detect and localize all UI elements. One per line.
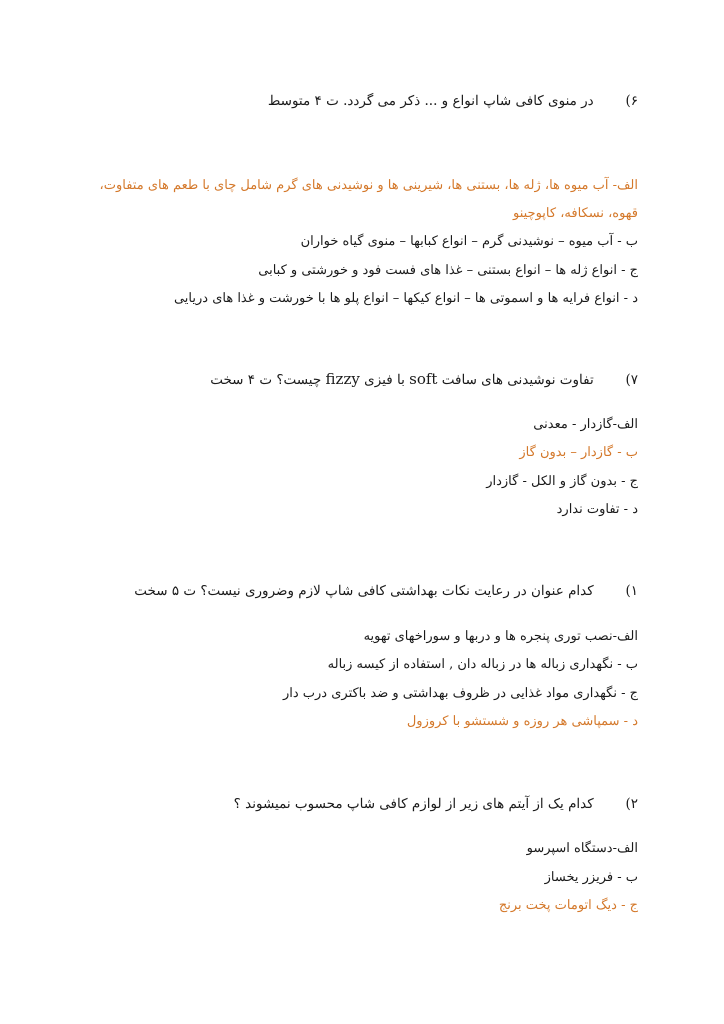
question-text: کدام عنوان در رعایت نکات بهداشتی کافی شاپ لازم وضروری نیست؟ ت ۵ سخت	[134, 583, 594, 599]
option-alef: الف-دستگاه اسپرسو	[526, 841, 638, 856]
option-be: ب - آب میوه – نوشیدنی گرم – انواع کبابها – منوی گیاه خواران	[300, 234, 638, 249]
option-alef: الف-نصب توری پنجره ها و دربها و سوراخهای تهویه	[363, 629, 638, 644]
question-text-part3: چیست؟ ت ۴ سخت	[210, 372, 322, 388]
question-number: ۲)	[625, 796, 638, 812]
option-dal: د - سمپاشی هر روزه و شستشو با کروزول	[406, 714, 638, 729]
question-text: در منوی کافی شاپ انواع و ... ذکر می گردد. ت ۴ متوسط	[267, 93, 594, 109]
option-dal: د - تفاوت ندارد	[556, 502, 638, 517]
option-jim: ج - انواع ژله ها – انواع بستنی – غذا های فست فود و خورشتی و کبابی	[258, 263, 638, 278]
option-dal: د - انواع فرایه ها و اسموتی ها – انواع کیکها – انواع پلو ها با خورشت و غذا های دریایی	[173, 291, 638, 306]
question-text: کدام یک از آیتم های زیر از لوازم کافی شاپ محسوب نمیشوند ؟	[233, 796, 594, 812]
option-alef: الف-گازدار - معدنی	[533, 417, 638, 432]
option-be: ب - فریزر یخساز	[544, 870, 638, 885]
question-number: ۶)	[625, 93, 638, 109]
option-jim: ج - دیگ اتومات پخت برنج	[498, 898, 638, 913]
question-text-part1: تفاوت نوشیدنی های سافت	[441, 372, 594, 388]
question-term-fizzy: fizzy	[325, 370, 360, 388]
question-term-soft: soft	[409, 370, 438, 388]
question-7	[210, 370, 638, 389]
option-alef: الف- آب میوه ها، ژله ها، بستنی ها، شیرینی ها و نوشیدنی های گرم شامل چای با طعم های متفاوت، قهوه، نسکافه، کاپوچینو	[99, 178, 638, 221]
option-jim: ج - نگهداری مواد غذایی در ظروف بهداشتی و ضد باکتری درب دار	[282, 686, 638, 701]
question-number: ۱)	[625, 583, 638, 599]
option-be: ب - نگهداری زباله ها در زباله دان , استفاده از کیسه زباله	[327, 657, 638, 672]
question-number: ۷)	[625, 372, 638, 388]
question-2	[234, 795, 638, 813]
question-1	[134, 582, 638, 600]
question-6	[268, 92, 638, 110]
option-be: ب - گازدار – بدون گاز	[519, 445, 638, 460]
option-jim: ج - بدون گاز و الکل - گازدار	[486, 474, 638, 489]
question-text-part2: با فیزی	[364, 372, 405, 388]
